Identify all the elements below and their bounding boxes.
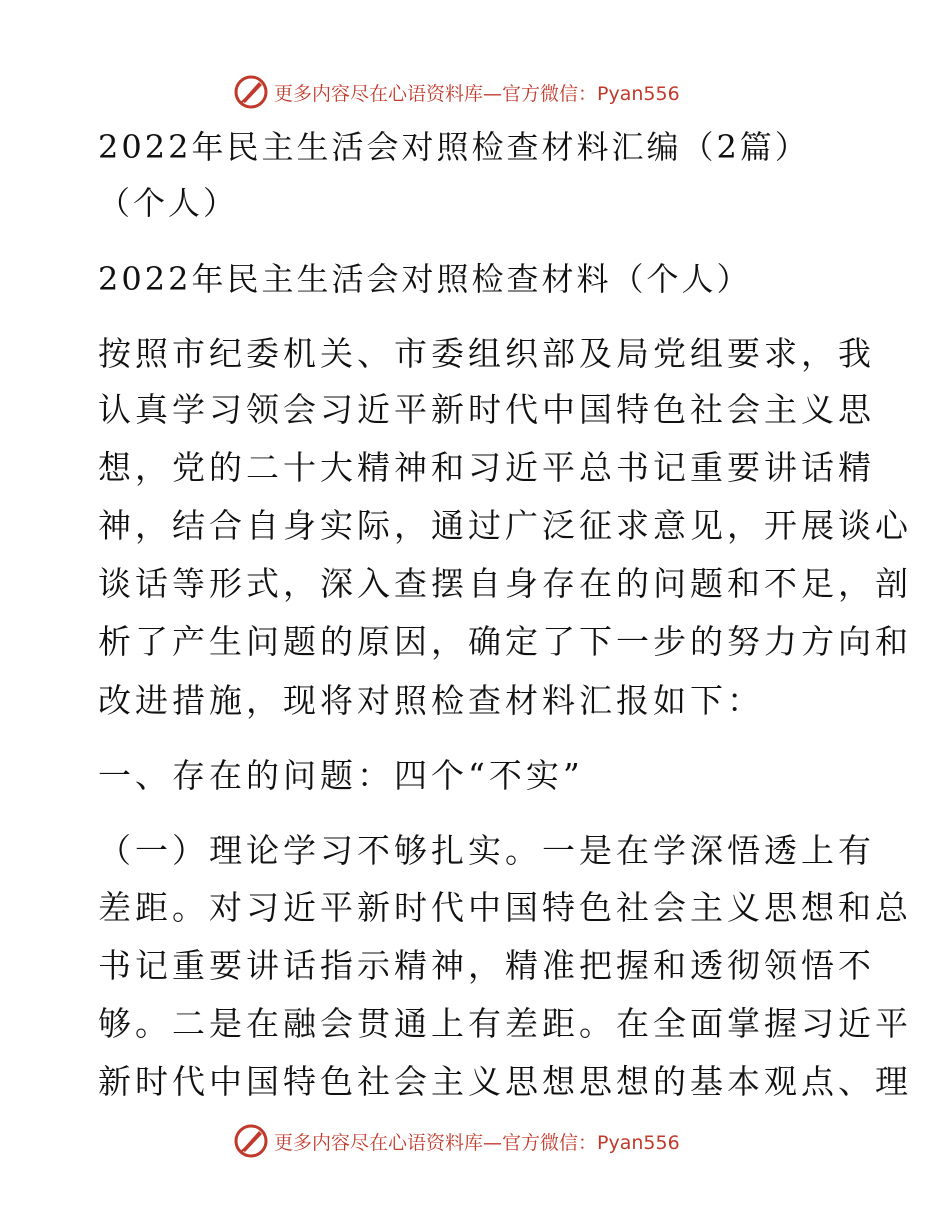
paragraph-line: 析了产生问题的原因，确定了下一步的努力方向和 — [98, 622, 912, 661]
paragraph-line: 按照市纪委机关、市委组织部及局党组要求，我 — [98, 334, 875, 373]
document-title-line-1: 2022年民主生活会对照检查材料汇编（2篇） — [98, 128, 810, 166]
section-heading-1: 一、存在的问题：四个“不实” — [98, 756, 584, 795]
header-watermark-banner — [232, 72, 680, 112]
quill-pen-logo-icon — [232, 73, 270, 111]
paragraph-line: 想，党的二十大精神和习近平总书记重要讲话精 — [98, 448, 875, 487]
paragraph-line: 新时代中国特色社会主义思想思想的基本观点、理 — [98, 1062, 912, 1101]
paragraph-line: 够。二是在融会贯通上有差距。在全面掌握习近平 — [98, 1004, 912, 1043]
quill-pen-logo-icon — [232, 1122, 270, 1160]
paragraph-line: 书记重要讲话指示精神，精准把握和透彻领悟不 — [98, 946, 875, 985]
document-title-line-2: （个人） — [98, 184, 239, 222]
document-subtitle: 2022年民主生活会对照检查材料（个人） — [98, 260, 752, 298]
banner-text: 更多内容尽在心语资料库—官方微信：Pyan556 — [274, 1131, 680, 1154]
paragraph-line: 认真学习领会习近平新时代中国特色社会主义思 — [98, 390, 875, 429]
paragraph-line: 差距。对习近平新时代中国特色社会主义思想和总 — [98, 888, 912, 927]
banner-text: 更多内容尽在心语资料库—官方微信：Pyan556 — [274, 82, 680, 105]
paragraph-line: 神，结合自身实际，通过广泛征求意见，开展谈心 — [98, 506, 912, 545]
paragraph-line: 改进措施，现将对照检查材料汇报如下： — [98, 681, 764, 720]
footer-watermark-banner — [232, 1121, 680, 1161]
paragraph-line: （一）理论学习不够扎实。一是在学深悟透上有 — [98, 831, 875, 870]
paragraph-line: 谈话等形式，深入查摆自身存在的问题和不足，剖 — [98, 564, 912, 603]
